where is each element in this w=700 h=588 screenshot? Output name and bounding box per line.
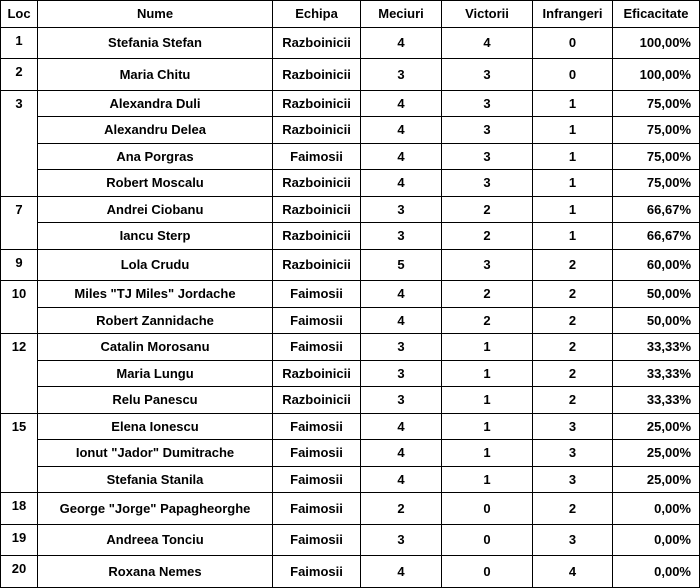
cell-loc: 18 <box>1 493 38 525</box>
cell-nume: Alexandru Delea <box>38 117 273 144</box>
cell-echipa: Razboinicii <box>273 27 361 59</box>
cell-victorii: 2 <box>442 307 533 334</box>
cell-infrangeri: 2 <box>533 387 613 414</box>
header-nume: Nume <box>38 1 273 28</box>
cell-eficacitate: 100,00% <box>613 27 700 59</box>
cell-echipa: Faimosii <box>273 143 361 170</box>
cell-eficacitate: 0,00% <box>613 493 700 525</box>
cell-loc: 19 <box>1 524 38 556</box>
cell-echipa: Razboinicii <box>273 249 361 281</box>
cell-victorii: 1 <box>442 387 533 414</box>
cell-nume: George "Jorge" Papagheorghe <box>38 493 273 525</box>
cell-eficacitate: 66,67% <box>613 223 700 250</box>
table-row <box>1 360 700 387</box>
cell-meciuri: 4 <box>361 90 442 117</box>
table-row <box>1 334 700 361</box>
cell-meciuri: 3 <box>361 360 442 387</box>
table-row <box>1 556 700 588</box>
table-body <box>1 27 700 587</box>
table-row <box>1 90 700 117</box>
header-loc: Loc <box>1 1 38 28</box>
cell-eficacitate: 33,33% <box>613 334 700 361</box>
table-row <box>1 493 700 525</box>
cell-victorii: 0 <box>442 556 533 588</box>
cell-nume: Maria Lungu <box>38 360 273 387</box>
cell-eficacitate: 100,00% <box>613 59 700 91</box>
cell-eficacitate: 75,00% <box>613 143 700 170</box>
cell-eficacitate: 75,00% <box>613 170 700 197</box>
cell-infrangeri: 1 <box>533 170 613 197</box>
cell-loc: 15 <box>1 413 38 493</box>
cell-victorii: 3 <box>442 117 533 144</box>
cell-echipa: Faimosii <box>273 413 361 440</box>
cell-echipa: Faimosii <box>273 466 361 493</box>
cell-nume: Lola Crudu <box>38 249 273 281</box>
cell-meciuri: 4 <box>361 556 442 588</box>
header-meciuri: Meciuri <box>361 1 442 28</box>
cell-echipa: Razboinicii <box>273 59 361 91</box>
table-row <box>1 387 700 414</box>
cell-nume: Ana Porgras <box>38 143 273 170</box>
cell-victorii: 1 <box>442 466 533 493</box>
cell-victorii: 2 <box>442 223 533 250</box>
cell-eficacitate: 75,00% <box>613 90 700 117</box>
cell-eficacitate: 75,00% <box>613 117 700 144</box>
cell-echipa: Faimosii <box>273 334 361 361</box>
cell-echipa: Faimosii <box>273 524 361 556</box>
cell-echipa: Razboinicii <box>273 170 361 197</box>
cell-victorii: 3 <box>442 170 533 197</box>
table-row <box>1 281 700 308</box>
cell-nume: Relu Panescu <box>38 387 273 414</box>
cell-loc: 12 <box>1 334 38 414</box>
cell-victorii: 2 <box>442 281 533 308</box>
cell-echipa: Faimosii <box>273 281 361 308</box>
cell-meciuri: 3 <box>361 524 442 556</box>
cell-nume: Robert Zannidache <box>38 307 273 334</box>
cell-victorii: 3 <box>442 249 533 281</box>
table-row <box>1 307 700 334</box>
cell-eficacitate: 50,00% <box>613 307 700 334</box>
cell-meciuri: 4 <box>361 307 442 334</box>
cell-echipa: Razboinicii <box>273 90 361 117</box>
cell-infrangeri: 1 <box>533 90 613 117</box>
cell-meciuri: 4 <box>361 440 442 467</box>
cell-meciuri: 3 <box>361 223 442 250</box>
cell-victorii: 3 <box>442 90 533 117</box>
cell-eficacitate: 25,00% <box>613 466 700 493</box>
cell-infrangeri: 1 <box>533 143 613 170</box>
cell-nume: Roxana Nemes <box>38 556 273 588</box>
cell-infrangeri: 0 <box>533 59 613 91</box>
cell-meciuri: 5 <box>361 249 442 281</box>
table-row <box>1 249 700 281</box>
table-row <box>1 196 700 223</box>
cell-infrangeri: 0 <box>533 27 613 59</box>
table-row <box>1 117 700 144</box>
cell-echipa: Faimosii <box>273 556 361 588</box>
cell-nume: Andrei Ciobanu <box>38 196 273 223</box>
cell-eficacitate: 33,33% <box>613 360 700 387</box>
cell-echipa: Razboinicii <box>273 223 361 250</box>
cell-loc: 20 <box>1 556 38 588</box>
cell-infrangeri: 2 <box>533 493 613 525</box>
cell-echipa: Faimosii <box>273 307 361 334</box>
table-row <box>1 466 700 493</box>
cell-victorii: 3 <box>442 59 533 91</box>
cell-victorii: 4 <box>442 27 533 59</box>
table-row <box>1 440 700 467</box>
cell-echipa: Razboinicii <box>273 117 361 144</box>
cell-eficacitate: 25,00% <box>613 440 700 467</box>
cell-echipa: Razboinicii <box>273 360 361 387</box>
cell-eficacitate: 66,67% <box>613 196 700 223</box>
table-row <box>1 223 700 250</box>
cell-infrangeri: 4 <box>533 556 613 588</box>
table-row <box>1 524 700 556</box>
cell-infrangeri: 2 <box>533 281 613 308</box>
cell-meciuri: 2 <box>361 493 442 525</box>
table-row <box>1 413 700 440</box>
cell-eficacitate: 33,33% <box>613 387 700 414</box>
cell-meciuri: 4 <box>361 281 442 308</box>
cell-meciuri: 4 <box>361 413 442 440</box>
cell-victorii: 1 <box>442 413 533 440</box>
table-row <box>1 143 700 170</box>
header-victorii: Victorii <box>442 1 533 28</box>
cell-infrangeri: 3 <box>533 440 613 467</box>
cell-victorii: 0 <box>442 493 533 525</box>
cell-loc: 7 <box>1 196 38 249</box>
cell-meciuri: 3 <box>361 59 442 91</box>
cell-infrangeri: 3 <box>533 413 613 440</box>
cell-victorii: 2 <box>442 196 533 223</box>
cell-loc: 9 <box>1 249 38 281</box>
cell-infrangeri: 3 <box>533 466 613 493</box>
header-infrangeri: Infrangeri <box>533 1 613 28</box>
header-row <box>1 1 700 28</box>
cell-loc: 1 <box>1 27 38 59</box>
cell-nume: Iancu Sterp <box>38 223 273 250</box>
cell-victorii: 3 <box>442 143 533 170</box>
cell-meciuri: 4 <box>361 170 442 197</box>
cell-meciuri: 4 <box>361 27 442 59</box>
header-eficacitate: Eficacitate <box>613 1 700 28</box>
cell-infrangeri: 2 <box>533 249 613 281</box>
cell-loc: 2 <box>1 59 38 91</box>
cell-eficacitate: 0,00% <box>613 556 700 588</box>
table-row <box>1 170 700 197</box>
cell-nume: Robert Moscalu <box>38 170 273 197</box>
cell-meciuri: 3 <box>361 334 442 361</box>
table-row <box>1 59 700 91</box>
cell-victorii: 1 <box>442 360 533 387</box>
cell-meciuri: 4 <box>361 466 442 493</box>
cell-victorii: 0 <box>442 524 533 556</box>
cell-infrangeri: 1 <box>533 196 613 223</box>
cell-echipa: Razboinicii <box>273 196 361 223</box>
cell-infrangeri: 1 <box>533 223 613 250</box>
cell-nume: Andreea Tonciu <box>38 524 273 556</box>
cell-infrangeri: 1 <box>533 117 613 144</box>
cell-eficacitate: 25,00% <box>613 413 700 440</box>
cell-loc: 3 <box>1 90 38 196</box>
cell-meciuri: 4 <box>361 143 442 170</box>
cell-eficacitate: 50,00% <box>613 281 700 308</box>
table-row <box>1 27 700 59</box>
cell-meciuri: 3 <box>361 196 442 223</box>
cell-infrangeri: 2 <box>533 360 613 387</box>
cell-victorii: 1 <box>442 440 533 467</box>
cell-nume: Maria Chitu <box>38 59 273 91</box>
cell-nume: Stefania Stanila <box>38 466 273 493</box>
cell-echipa: Faimosii <box>273 440 361 467</box>
cell-nume: Ionut "Jador" Dumitrache <box>38 440 273 467</box>
cell-infrangeri: 3 <box>533 524 613 556</box>
cell-nume: Miles "TJ Miles" Jordache <box>38 281 273 308</box>
cell-victorii: 1 <box>442 334 533 361</box>
cell-nume: Catalin Morosanu <box>38 334 273 361</box>
cell-nume: Elena Ionescu <box>38 413 273 440</box>
cell-infrangeri: 2 <box>533 307 613 334</box>
cell-nume: Stefania Stefan <box>38 27 273 59</box>
header-echipa: Echipa <box>273 1 361 28</box>
cell-eficacitate: 60,00% <box>613 249 700 281</box>
cell-loc: 10 <box>1 281 38 334</box>
cell-meciuri: 4 <box>361 117 442 144</box>
cell-echipa: Faimosii <box>273 493 361 525</box>
cell-infrangeri: 2 <box>533 334 613 361</box>
cell-echipa: Razboinicii <box>273 387 361 414</box>
cell-eficacitate: 0,00% <box>613 524 700 556</box>
cell-meciuri: 3 <box>361 387 442 414</box>
cell-nume: Alexandra Duli <box>38 90 273 117</box>
